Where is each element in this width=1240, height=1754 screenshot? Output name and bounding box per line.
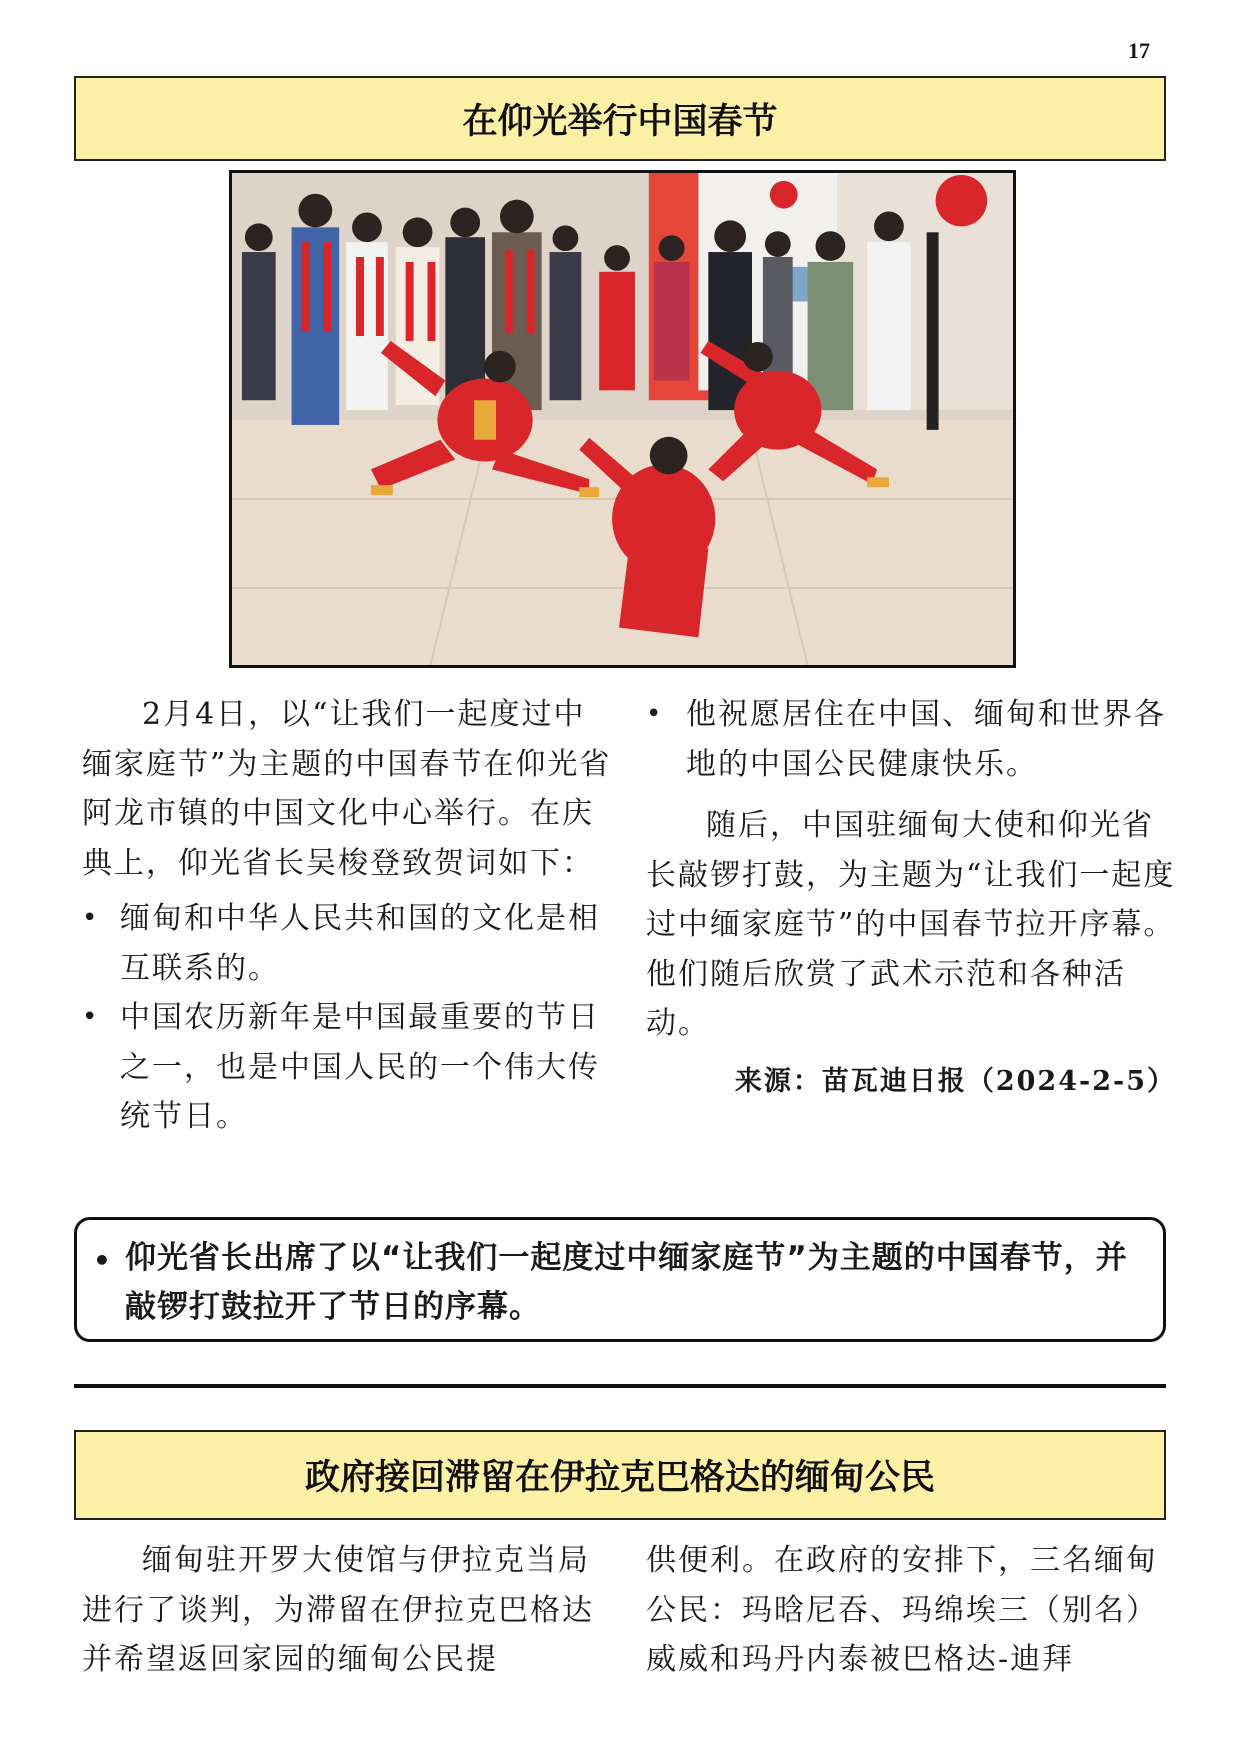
event-photo [229, 170, 1016, 668]
article-column-left [82, 690, 612, 1142]
article-closing: 随后，中国驻缅甸大使和仰光省长敲锣打鼓，为主题为“让我们一起度过中缅家庭节”的中国春节拉开序幕。他们随后欣赏了武术示范和各种活动。 [646, 808, 1176, 1041]
article-column-right [646, 690, 1176, 1106]
bullet-item: • 中国农历新年是中国最重要的节日之一，也是中国人民的一个伟大传统节日。 [82, 993, 612, 1142]
article-title-2: 政府接回滞留在伊拉克巴格达的缅甸公民 [74, 1430, 1166, 1520]
bullet-list [82, 894, 612, 1142]
article-title: 在仰光举行中国春节 [74, 76, 1166, 161]
bullet-item: • 缅甸和中华人民共和国的文化是相互联系的。 [82, 894, 612, 993]
page-number: 17 [1128, 38, 1150, 63]
article-intro: 2月4日，以“让我们一起度过中缅家庭节”为主题的中国春节在仰光省阿龙市镇的中国文化中心举行。在庆典上，仰光省长吴梭登致贺词如下： [82, 697, 612, 881]
article-source: 来源：苗瓦迪日报（2024-2-5） [734, 1065, 1176, 1097]
article2-paragraph-cont: 供便利。在政府的安排下，三名缅甸公民：玛晗尼吞、玛绵埃三（别名）威威和玛丹内泰被巴格达-迪拜 [646, 1543, 1158, 1677]
article2-column-right [646, 1536, 1176, 1685]
bullet-item: • 他祝愿居住在中国、缅甸和世界各地的中国公民健康快乐。 [646, 690, 1176, 789]
summary-text: 仰光省长出席了以“让我们一起度过中缅家庭节”为主题的中国春节，并敲锣打鼓拉开了节日的序幕。 [125, 1240, 1128, 1325]
article2-paragraph: 缅甸驻开罗大使馆与伊拉克当局进行了谈判，为滞留在伊拉克巴格达并希望返回家园的缅甸公民提 [82, 1543, 594, 1677]
summary-box [74, 1217, 1166, 1342]
article2-column-left [82, 1536, 612, 1685]
bullet-list [646, 690, 1176, 789]
bullet-dot: • [93, 1244, 112, 1277]
section-divider [74, 1384, 1166, 1388]
